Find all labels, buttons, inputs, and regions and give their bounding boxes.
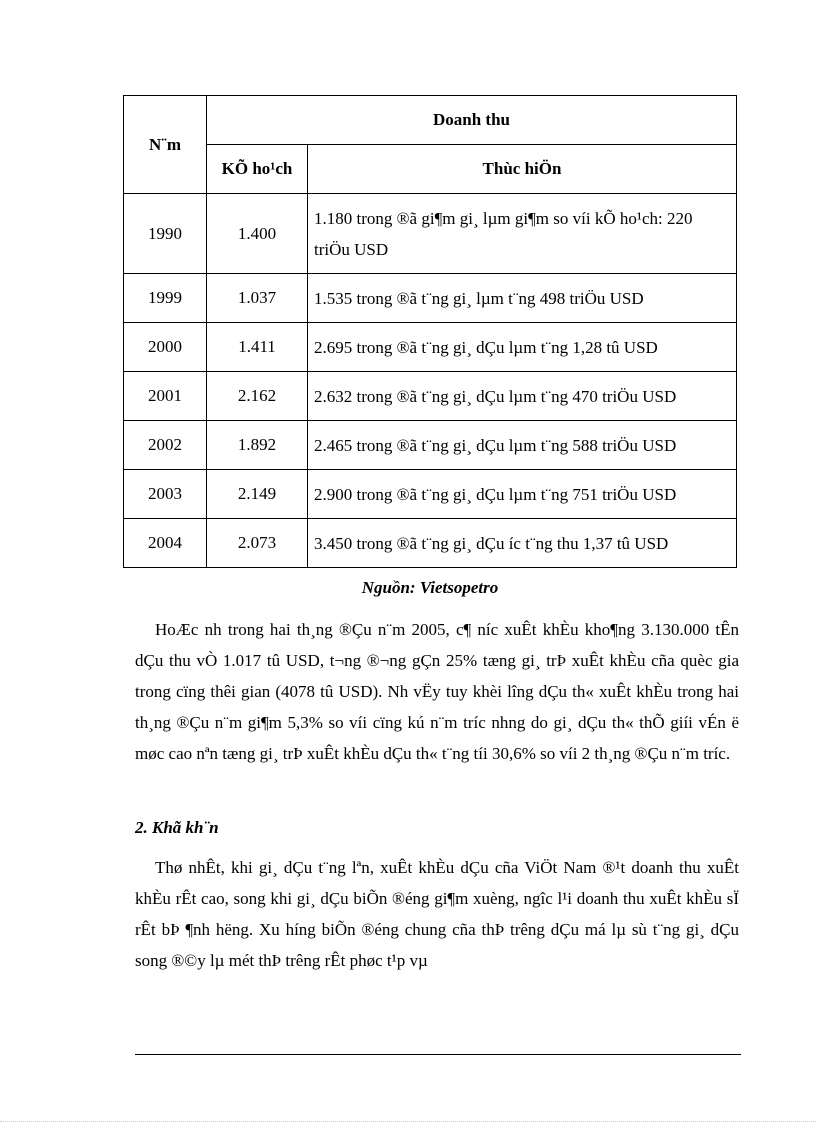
year-cell: 2000 (124, 323, 207, 372)
year-cell: 2002 (124, 421, 207, 470)
actual-cell: 1.535 trong ®ã t¨ng gi¸ lµm t¨ng 498 triÖu USD (308, 274, 737, 323)
year-cell: 1999 (124, 274, 207, 323)
table-row (124, 519, 737, 568)
page-bottom-edge (0, 1121, 816, 1122)
plan-column-header: KÕ ho¹ch (207, 145, 308, 194)
revenue-table (123, 95, 737, 568)
actual-cell: 1.180 trong ®ã gi¶m gi¸ lµm gi¶m so víi kÕ ho¹ch: 220 triÖu USD (308, 194, 737, 274)
year-cell: 2001 (124, 372, 207, 421)
revenue-column-header: Doanh thu (207, 96, 737, 145)
body-paragraph-difficulties: Thø nhÊt, khi gi¸ dÇu t¨ng lªn, xuÊt khÈu dÇu cña ViÖt Nam ®¹t doanh thu xuÊt khÈu rÊt cao, song khi gi¸ dÇu biÕn ®éng gi¶m xuèng, ngîc l¹i doanh thu xuÊt khÈu sÏ rÊt bÞ ¶nh hëng. Xu híng biÕn ®éng chung cña thÞ trêng dÇu má lµ sù t¨ng gi¸ dÇu song ®©y lµ mét thÞ trêng rÊt phøc t¹p vµ (135, 858, 739, 970)
plan-cell: 2.073 (207, 519, 308, 568)
table-row (124, 372, 737, 421)
actual-cell: 2.900 trong ®ã t¨ng gi¸ dÇu lµm t¨ng 751 triÖu USD (308, 470, 737, 519)
table-row (124, 421, 737, 470)
table-row (124, 194, 737, 274)
body-paragraph-export-2005: HoÆc nh trong hai th¸ng ®Çu n¨m 2005, c¶ níc xuÊt khÈu kho¶ng 3.130.000 tÊn dÇu thu vÒ 1.017 tû USD, t¬ng ®¬ng gÇn 25% tæng gi¸ trÞ xuÊt khÈu cña quèc gia trong cïng thêi gian (4078 tû USD). Nh vËy tuy khèi lîng dÇu th« xuÊt khÈu trong hai th¸ng ®Çu n¨m gi¶m 5,3% so víi cïng kú n¨m tríc nhng do gi¸ dÇu th« thÕ giíi vÉn ë møc cao nªn tæng gi¸ trÞ xuÊt khÈu dÇu th« t¨ng tíi 30,6% so víi 2 th¸ng ®Çu n¨m tríc. (135, 620, 739, 763)
year-cell: 2003 (124, 470, 207, 519)
table-header-row (124, 96, 737, 145)
plan-cell: 1.892 (207, 421, 308, 470)
year-column-header: N¨m (124, 96, 207, 194)
footer-divider (135, 1054, 741, 1055)
table-source-caption: Nguồn: Vietsopetro (361, 578, 499, 597)
table-row (124, 274, 737, 323)
table-subheader-row (124, 145, 737, 194)
year-cell: 1990 (124, 194, 207, 274)
plan-cell: 1.411 (207, 323, 308, 372)
actual-cell: 2.695 trong ®ã t¨ng gi¸ dÇu lµm t¨ng 1,28 tû USD (308, 323, 737, 372)
plan-cell: 1.037 (207, 274, 308, 323)
actual-cell: 3.450 trong ®ã t¨ng gi¸ dÇu íc t¨ng thu 1,37 tû USD (308, 519, 737, 568)
actual-column-header: Thùc hiÖn (308, 145, 737, 194)
year-cell: 2004 (124, 519, 207, 568)
plan-cell: 1.400 (207, 194, 308, 274)
plan-cell: 2.162 (207, 372, 308, 421)
section-heading-difficulties: 2. Khã kh¨n (135, 818, 219, 837)
plan-cell: 2.149 (207, 470, 308, 519)
actual-cell: 2.632 trong ®ã t¨ng gi¸ dÇu lµm t¨ng 470 triÖu USD (308, 372, 737, 421)
actual-cell: 2.465 trong ®ã t¨ng gi¸ dÇu lµm t¨ng 588 triÖu USD (308, 421, 737, 470)
table-row (124, 323, 737, 372)
table-row (124, 470, 737, 519)
